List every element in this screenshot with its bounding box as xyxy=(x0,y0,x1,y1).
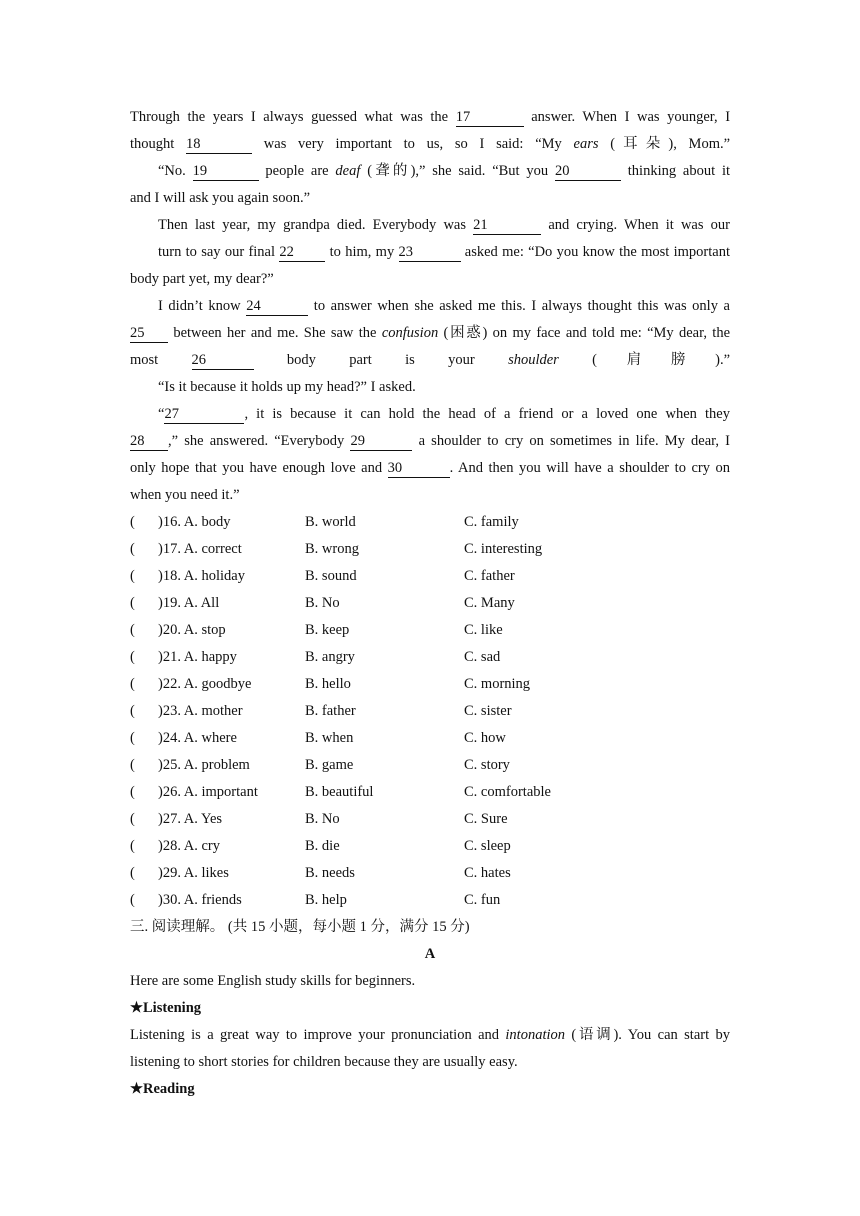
passage-line: Then last year, my grandpa died. Everybody was 21 and crying. When it was our xyxy=(158,217,730,233)
listening-text: Listening is a great way to improve your pronunciation and intonation (语调). You can start by xyxy=(130,1027,730,1043)
part-title: A xyxy=(424,946,436,962)
question-row: ( )18. A. holiday B. sound C. father xyxy=(130,563,730,590)
answer-paren[interactable]: ( xyxy=(130,568,135,584)
answer-paren[interactable]: ( xyxy=(130,595,135,611)
question-row: ( )20. A. stop B. keep C. like xyxy=(130,617,730,644)
answer-paren[interactable]: ( xyxy=(130,838,135,854)
listening-text: listening to short stories for children because they are usually easy. xyxy=(130,1054,518,1070)
question-row: ( )23. A. mother B. father C. sister xyxy=(130,698,730,725)
question-row: ( )22. A. goodbye B. hello C. morning xyxy=(130,671,730,698)
question-row: ( )27. A. Yes B. No C. Sure xyxy=(130,806,730,833)
answer-paren[interactable]: ( xyxy=(130,649,135,665)
question-row: ( )25. A. problem B. game C. story xyxy=(130,752,730,779)
passage-line: when you need it.” xyxy=(130,487,240,503)
question-row: ( )21. A. happy B. angry C. sad xyxy=(130,644,730,671)
answer-paren[interactable]: ( xyxy=(130,730,135,746)
intro-text: Here are some English study skills for beginners. xyxy=(130,973,416,989)
blank-27: 27 xyxy=(164,406,244,424)
blank-20: 20 xyxy=(555,163,621,181)
answer-paren[interactable]: ( xyxy=(130,811,135,827)
document-page xyxy=(130,104,730,1103)
answer-paren[interactable]: ( xyxy=(130,757,135,773)
blank-25: 25 xyxy=(130,325,168,343)
blank-30: 30 xyxy=(388,460,450,478)
answer-paren[interactable]: ( xyxy=(130,622,135,638)
reading-heading: ★Reading xyxy=(130,1081,195,1097)
passage-line: only hope that you have enough love and 30 . And then you will have a shoulder to cry on xyxy=(130,460,731,476)
question-options-list xyxy=(130,509,730,914)
listening-heading: ★Listening xyxy=(130,1000,202,1016)
passage-line: thought 18 was very important to us, so I said: “My ears (耳朵), Mom.” xyxy=(130,136,731,152)
answer-paren[interactable]: ( xyxy=(130,703,135,719)
blank-19: 19 xyxy=(193,163,259,181)
blank-22: 22 xyxy=(279,244,325,262)
passage-line: body part yet, my dear?” xyxy=(130,271,274,287)
passage-line: 28 ,” she answered. “Everybody 29 a shoulder to cry on sometimes in life. My dear, I xyxy=(130,433,730,449)
passage-line: “Is it because it holds up my head?” I asked. xyxy=(158,379,416,395)
answer-paren[interactable]: ( xyxy=(130,865,135,881)
question-row: ( )30. A. friends B. help C. fun xyxy=(130,887,730,914)
question-row: ( )17. A. correct B. wrong C. interesting xyxy=(130,536,730,563)
blank-23: 23 xyxy=(399,244,461,262)
blank-18: 18 xyxy=(186,136,252,154)
passage-line: turn to say our final 22 to him, my 23 asked me: “Do you know the most important xyxy=(158,244,731,260)
question-row: ( )24. A. where B. when C. how xyxy=(130,725,730,752)
answer-paren[interactable]: ( xyxy=(130,514,135,530)
question-row: ( )29. A. likes B. needs C. hates xyxy=(130,860,730,887)
passage-line: “No. 19 people are deaf (聋的),” she said. “But you 20 thinking about it xyxy=(158,163,731,179)
passage-line: most 26 body part is your shoulder (肩膀).” xyxy=(130,352,731,368)
passage-line: “27 , it is because it can hold the head of a friend or a loved one when they xyxy=(158,406,730,422)
answer-paren[interactable]: ( xyxy=(130,676,135,692)
blank-17: 17 xyxy=(456,109,524,127)
passage-line: Through the years I always guessed what was the 17 answer. When I was younger, I xyxy=(130,109,731,125)
answer-paren[interactable]: ( xyxy=(130,541,135,557)
question-row: ( )19. A. All B. No C. Many xyxy=(130,590,730,617)
answer-paren[interactable]: ( xyxy=(130,892,135,908)
blank-24: 24 xyxy=(246,298,308,316)
passage-line: I didn’t know 24 to answer when she asked me this. I always thought this was only a xyxy=(158,298,730,314)
passage-line: 25 between her and me. She saw the confusion (困惑) on my face and told me: “My dear, the xyxy=(130,325,731,341)
blank-26: 26 xyxy=(192,352,254,370)
question-row: ( )28. A. cry B. die C. sleep xyxy=(130,833,730,860)
question-row: ( )16. A. body B. world C. family xyxy=(130,509,730,536)
passage-line: and I will ask you again soon.” xyxy=(130,190,311,206)
section-heading: 三. 阅读理解。 (共 15 小题，每小题 1 分，满分 15 分) xyxy=(130,919,470,935)
answer-paren[interactable]: ( xyxy=(130,784,135,800)
question-row: ( )26. A. important B. beautiful C. comfortable xyxy=(130,779,730,806)
blank-21: 21 xyxy=(473,217,541,235)
blank-29: 29 xyxy=(350,433,412,451)
blank-28: 28 xyxy=(130,433,168,451)
